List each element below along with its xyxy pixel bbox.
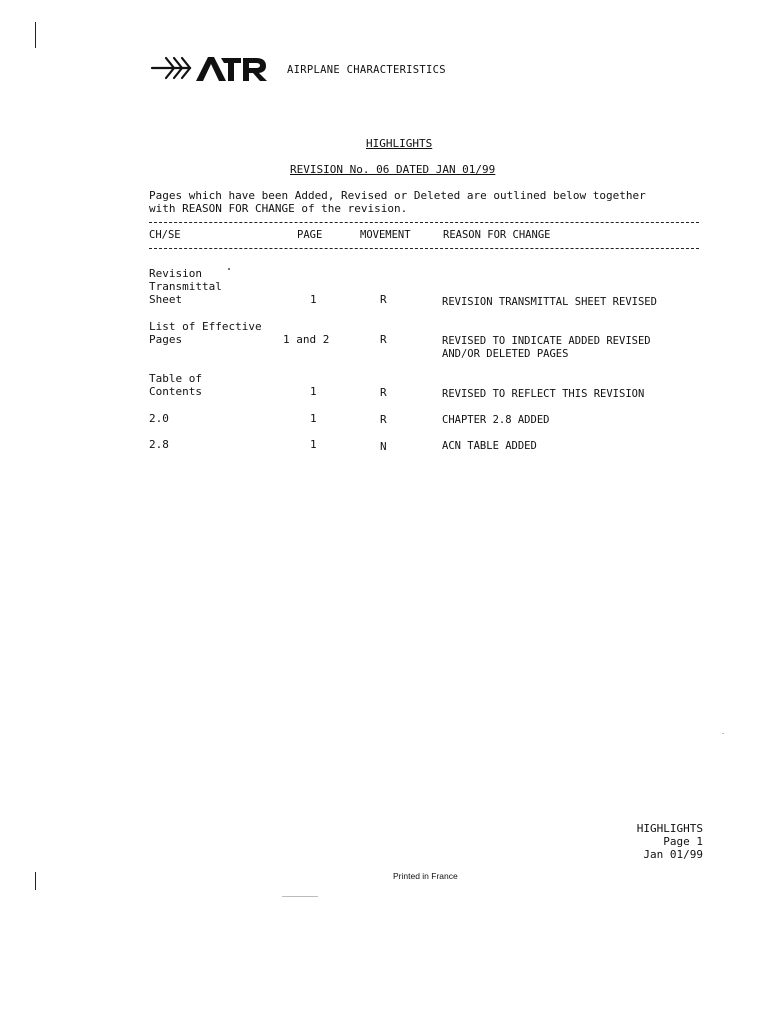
revision-title: REVISION No. 06 DATED JAN 01/99 [290,163,496,176]
table-cell-page: 1 [310,293,317,306]
page-footer [600,822,703,861]
table-cell-chse: Table of Contents [149,372,202,398]
table-cell-chse: Revision Transmittal Sheet [149,267,222,306]
scan-edge-mark-top [35,22,36,48]
table-cell-movement: R [380,333,387,346]
table-cell-movement: N [380,440,387,453]
table-cell-reason: REVISED TO REFLECT THIS REVISION [442,388,645,400]
column-header-page: PAGE [297,229,323,241]
intro-paragraph: Pages which have been Added, Revised or Deleted are outlined below together with REASON FOR CHANGE of the revision. [149,189,646,215]
footer-date: Jan 01/99 [643,848,703,861]
logo-arrow-icon [152,58,190,78]
table-cell-chse: 2.8 [149,438,169,451]
table-cell-reason: REVISED TO INDICATE ADDED REVISED AND/OR DELETED PAGES [442,335,651,360]
table-cell-reason: ACN TABLE ADDED [442,440,537,452]
atr-logo [150,52,268,84]
table-cell-movement: R [380,386,387,399]
column-header-movement: MOVEMENT [360,229,411,241]
table-cell-page: 1 [310,385,317,398]
column-header-reason: REASON FOR CHANGE [443,229,551,241]
scan-edge-mark-bottom [35,872,36,890]
table-cell-movement: R [380,293,387,306]
table-cell-chse: List of Effective Pages [149,320,262,346]
logo-letters [196,57,267,81]
scan-speck [228,268,230,270]
table-cell-reason: REVISION TRANSMITTAL SHEET REVISED [442,296,657,308]
table-cell-chse: 2.0 [149,412,169,425]
table-cell-reason: CHAPTER 2.8 ADDED [442,414,550,426]
table-cell-movement: R [380,413,387,426]
scan-speck [722,733,724,734]
table-cell-page: 1 [310,438,317,451]
table-cell-page: 1 [310,412,317,425]
table-cell-page: 1 and 2 [283,333,330,346]
document-header-title: AIRPLANE CHARACTERISTICS [287,64,446,76]
table-divider-top [149,222,699,223]
footer-page-number: Page 1 [663,835,703,848]
footer-section: HIGHLIGHTS [636,822,703,835]
table-divider-header [149,248,699,249]
printed-in-label: Printed in France [393,871,458,881]
scan-speck [282,896,318,897]
section-title: HIGHLIGHTS [366,137,433,150]
column-header-chse: CH/SE [149,229,181,241]
